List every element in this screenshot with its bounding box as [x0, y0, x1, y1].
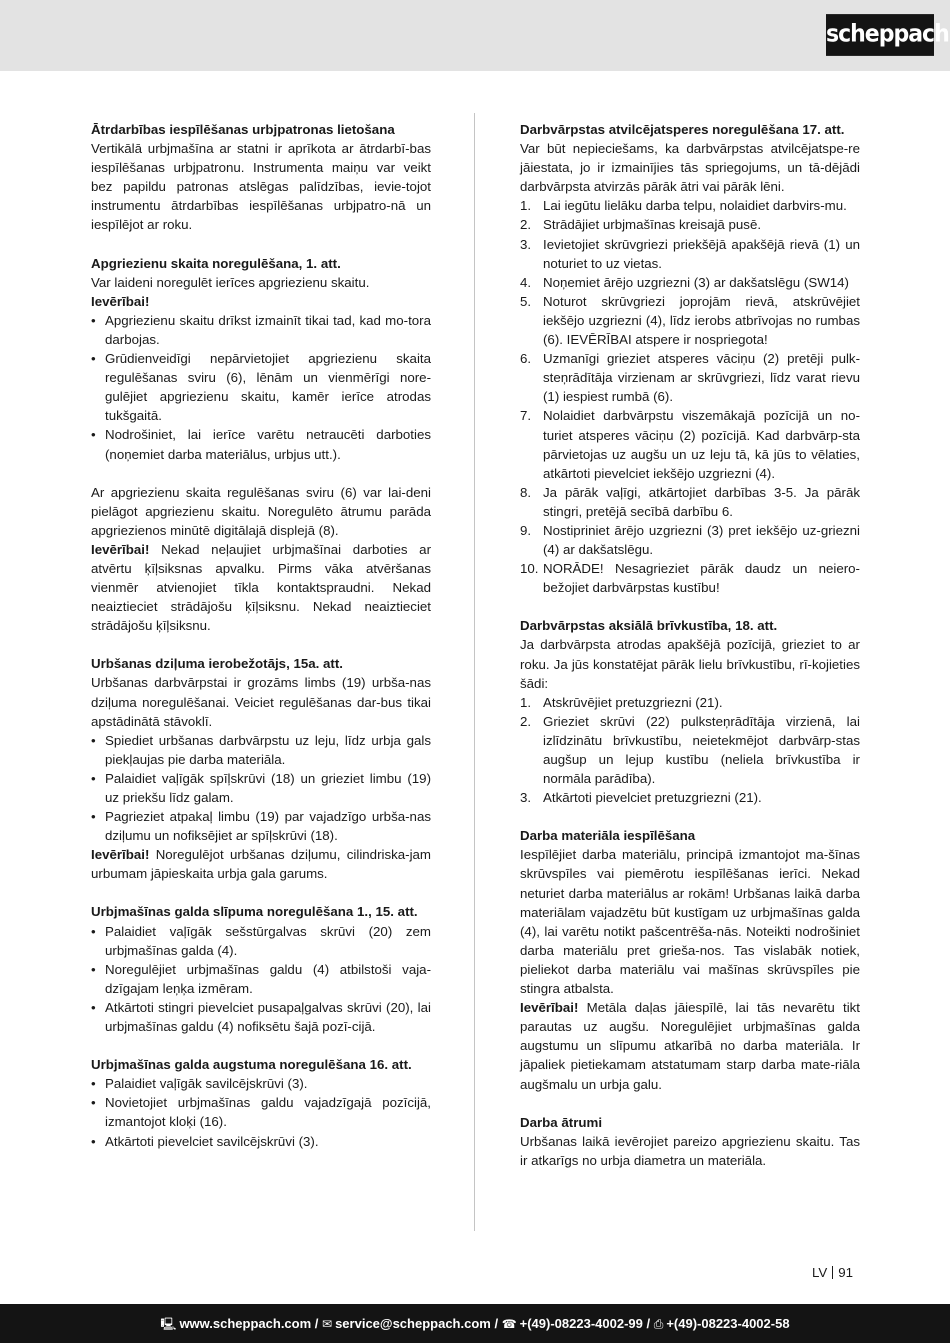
list-item — [91, 769, 431, 807]
list-item-text: Novietojiet urbjmašīnas galdu vajadzīgajā pozīcijā, izmantojot kloķi (16). — [105, 1095, 431, 1130]
bullet-list — [91, 731, 431, 846]
list-item — [91, 1132, 431, 1151]
list-item-text: Ievietojiet skrūvgriezi priekšējā apakšējā rievā (1) un noturiet to uz vietas. — [543, 236, 860, 271]
list-number: 3. — [520, 236, 532, 252]
list-item — [91, 807, 431, 845]
section-heading: Darba ātrumi — [520, 1114, 603, 1130]
list-number: 8. — [520, 484, 532, 500]
list-item — [91, 1093, 431, 1131]
paragraph — [91, 483, 431, 540]
numbered-list — [520, 693, 860, 808]
bullet-marker: • — [91, 961, 96, 977]
list-item — [520, 693, 860, 712]
paragraph — [520, 139, 860, 196]
bullet-marker: • — [91, 923, 96, 939]
right-column — [520, 120, 860, 1189]
list-item — [91, 349, 431, 425]
mail-icon: ✉ — [322, 1317, 333, 1331]
section — [91, 902, 431, 1036]
section — [520, 1113, 860, 1170]
bullet-marker: • — [91, 732, 96, 748]
list-item — [520, 483, 860, 521]
list-item — [520, 349, 860, 406]
emphasis-label: Ievērībai! — [91, 293, 150, 309]
footer-separator: / — [490, 1316, 502, 1331]
list-item-text: NORĀDE! Nesagrieziet pārāk daudz un neiero-bežojiet darbvārpstas kustību! — [543, 561, 860, 596]
list-item-text: Apgriezienu skaitu drīkst izmainīt tikai tad, kad mo-tora darbojas. — [105, 312, 431, 347]
list-item-text: Noregulējiet urbjmašīnas galdu (4) atbilstoši vaja-dzīgajam leņķa izmēram. — [105, 961, 431, 996]
section — [520, 120, 860, 597]
list-item — [520, 788, 860, 807]
phone-icon: ☎ — [501, 1317, 517, 1331]
bullet-list — [91, 311, 431, 464]
section-heading: Urbšanas dziļuma ierobežotājs, 15a. att. — [91, 656, 343, 672]
language-code: LV — [812, 1265, 828, 1280]
list-item — [520, 273, 860, 292]
section — [91, 254, 431, 464]
page-number-value: 91 — [838, 1265, 854, 1280]
paragraph — [520, 998, 860, 1093]
paragraph-text: Urbšanas laikā ievērojiet pareizo apgriezienu skaitu. Tas ir atkarīgs no urbja diametra un materiāla. — [520, 1133, 860, 1168]
numbered-list — [520, 196, 860, 597]
list-item-text: Pagrieziet atpakaļ limbu (19) par vajadzīgo urbša-nas dziļumu un nofiksējiet ar spīļskrūvi (18). — [105, 809, 431, 844]
page-number-separator — [832, 1266, 833, 1279]
list-number: 3. — [520, 790, 532, 806]
list-item — [520, 559, 860, 597]
list-item-text: Grieziet skrūvi (22) pulksteņrādītāja virzienā, lai izlīdzinātu brīvkustību, neietekmējot darbvārp-stas augšup un lejup kustību (neliela brīvkustība ir normāla parādība). — [543, 713, 860, 787]
list-number: 1. — [520, 198, 532, 214]
list-item — [520, 406, 860, 482]
list-number: 5. — [520, 293, 532, 309]
paragraph-text: Urbšanas darbvārpstai ir grozāms limbs (19) urbša-nas dziļuma noregulēšanai. Veiciet regulēšanas dar-bus tikai apstādinātā stāvoklī. — [91, 675, 431, 729]
paragraph — [91, 673, 431, 730]
paragraph-text: Noregulējot urbšanas dziļumu, cilindriska-jam urbumam jāpieskaita urbja gala garums. — [91, 847, 431, 882]
list-item-text: Strādājiet urbjmašīnas kreisajā pusē. — [543, 217, 762, 233]
footer-bar — [0, 1304, 950, 1343]
bullet-marker: • — [91, 770, 96, 786]
list-item — [91, 425, 431, 463]
section-heading: Ātrdarbības iespīlēšanas urbjpatronas lietošana — [91, 122, 395, 137]
paragraph — [91, 139, 431, 234]
footer-email[interactable]: service@scheppach.com — [335, 1316, 491, 1331]
bullet-marker: • — [91, 1076, 96, 1092]
emphasis-label: Ievērībai! — [91, 541, 150, 557]
list-number: 10. — [520, 561, 539, 577]
section-heading: Darba materiāla iespīlēšana — [520, 828, 696, 844]
paragraph-text: Metāla daļas jāiespīlē, lai tās nevarētu tikt parautas uz augšu. Noregulējiet urbjmašīnas galda augstumu un slīpumu atkarībā no darba materiāla. Ir jāpaliek pietiekamam atstatumam starp darba mate-riāla augšmalu un urbja galu. — [520, 1000, 861, 1092]
bullet-list — [91, 1074, 431, 1150]
list-item-text: Lai iegūtu lielāku darba telpu, nolaidiet darbvirs-mu. — [543, 198, 847, 214]
list-item-text: Uzmanīgi grieziet atsperes vāciņu (2) pretēji pulk-steņrādītāja virzienam ar skrūvgriezi, līdz varat rievu (1) iespiest rumbā (6). — [543, 351, 860, 405]
header-bar — [0, 0, 950, 71]
section — [520, 826, 860, 1093]
list-item-text: Palaidiet vaļīgāk savilcējskrūvi (3). — [105, 1076, 308, 1092]
bullet-list — [91, 922, 431, 1037]
section — [91, 483, 431, 636]
list-item-text: Noņemiet ārējo uzgriezni (3) ar dakšatslēgu (SW14) — [543, 274, 849, 290]
bullet-marker: • — [91, 427, 96, 443]
footer-separator: / — [642, 1316, 654, 1331]
page-number — [812, 1265, 853, 1280]
list-number: 7. — [520, 408, 532, 424]
section-heading: Darbvārpstas atvilcējatsperes noregulēšana 17. att. — [520, 122, 845, 137]
computer-icon: 🖳 — [160, 1317, 177, 1331]
list-item — [520, 292, 860, 349]
list-number: 1. — [520, 694, 532, 710]
section — [91, 1055, 431, 1150]
list-item-text: Nostipriniet ārējo uzgriezni (3) pret iekšējo uz-griezni (4) ar dakšatslēgu. — [543, 522, 860, 558]
bullet-marker: • — [91, 351, 96, 367]
section-heading: Darbvārpstas aksiālā brīvkustība, 18. att. — [520, 618, 778, 634]
emphasis-label: Ievērībai! — [91, 847, 150, 863]
bullet-marker: • — [91, 1095, 96, 1111]
paragraph — [520, 845, 860, 998]
list-item-text: Atkārtoti stingri pievelciet pusapaļgalvas skrūvi (20), lai urbjmašīnas galdu (4) nofiksētu šajā pozī-cijā. — [105, 999, 431, 1035]
section — [91, 654, 431, 883]
section-heading: Apgriezienu skaita noregulēšana, 1. att. — [91, 255, 341, 271]
paragraph — [520, 1132, 860, 1170]
list-number: 2. — [520, 713, 532, 729]
list-item-text: Grūdienveidīgi nepārvietojiet apgriezienu skaita regulēšanas sviru (6), lēnām un vienmērīgi nore-gulējiet apgriezienu skaitu, kamēr ierīce atrodas tukšgaitā. — [105, 351, 431, 424]
paragraph — [91, 845, 431, 883]
bullet-marker: • — [91, 999, 96, 1015]
column-divider — [474, 113, 475, 1231]
paragraph-text: Var laideni noregulēt ierīces apgriezienu skaitu. — [91, 274, 370, 290]
list-item-text: Atkārtoti pievelciet pretuzgriezni (21). — [543, 790, 762, 806]
scheppach-logo: scheppach — [826, 14, 934, 56]
footer-fax: +(49)-08223-4002-58 — [666, 1316, 790, 1331]
paragraph-text: Ja darbvārpsta atrodas apakšējā pozīcijā, grieziet to ar roku. Ja jūs konstatējat pārāk lielu brīvkustību, rī-kojieties šādi: — [520, 637, 860, 691]
paragraph-text: Nekad neļaujiet urbjmašīnai darboties ar atvērtu ķīļsiksnas apvalku. Pirms vāka atvēršanas vienmēr atvienojiet tīkla kontaktspraudni. Nekad neaiztieciet strādājošu ķīļsiksnu. Nekad neaiztieciet strādājošu ķīļsiksnu. — [91, 541, 431, 634]
paragraph — [91, 273, 431, 292]
paragraph — [520, 635, 860, 692]
list-item — [91, 922, 431, 960]
paragraph-text: Ar apgriezienu skaita regulēšanas sviru (6) var lai-deni pielāgot apgriezienu skaitu. Noregulēto ātrumu parāda apgriezienos minūtē digitālajā displejā (8). — [91, 484, 431, 538]
section — [520, 616, 860, 807]
footer-phone: +(49)-08223-4002-99 — [519, 1316, 643, 1331]
left-column — [91, 120, 431, 1170]
list-item — [520, 521, 860, 559]
emphasis-label: Ievērībai! — [520, 1000, 579, 1016]
list-item — [520, 196, 860, 215]
list-item-text: Palaidiet vaļīgāk sešstūrgalvas skrūvi (20) zem urbjmašīnas galda (4). — [105, 923, 431, 958]
footer-separator: / — [311, 1316, 323, 1331]
footer-website[interactable]: www.scheppach.com — [179, 1316, 312, 1331]
list-item-text: Atkārtoti pievelciet savilcējskrūvi (3). — [105, 1133, 319, 1149]
paragraph-text: Iespīlējiet darba materiālu, principā izmantojot ma-šīnas skrūvspīles vai piemērotu iespīlēšanas ierīci. Nekad neturiet darba materiālus ar rokām! Urbšanas laikā darba materiālam vajadzētu būt kustīgam uz urbjmašīnas galda (4), lai varētu notikt pašcentrēša-nās. Noteikti nodrošiniet darba materiālu pret grieša-nos. Tas vislabāk notiek, pieliekot darba materiālu vai mašīnas skrūvspīles pie stingra atbalsta. — [520, 847, 860, 997]
list-item-text: Nodrošiniet, lai ierīce varētu netraucēti darboties (noņemiet darba materiālus, urbjus utt.). — [105, 427, 431, 462]
list-item-text: Palaidiet vaļīgāk spīļskrūvi (18) un grieziet limbu (19) uz priekšu līdz galam. — [105, 770, 431, 805]
list-item-text: Ja pārāk vaļīgi, atkārtojiet darbības 3-5. Ja pārāk stingri, pretējā secībā darbību 6. — [543, 484, 860, 519]
list-item — [520, 215, 860, 234]
list-item-text: Atskrūvējiet pretuzgriezni (21). — [543, 694, 723, 710]
paragraph-text: Var būt nepieciešams, ka darbvārpstas atvilcējatspe-re jāiestata, jo ir izmainījies tās spriegojums, un tā-dējādi darbvārpsta atvirzās pārāk ātri vai pārāk lēni. — [520, 141, 860, 195]
list-item — [91, 998, 431, 1036]
list-number: 6. — [520, 351, 532, 367]
section-heading: Urbjmašīnas galda augstuma noregulēšana 16. att. — [91, 1057, 412, 1073]
list-item — [91, 1074, 431, 1093]
paragraph — [91, 292, 431, 311]
list-item-text: Nolaidiet darbvārpstu viszemākajā pozīcijā un no-turiet atsperes vāciņu (2) pozīcijā. Kad darbvārp-sta pārvietojas uz augšu un uz leju tā, kā jūs to vēlaties, atkārtoti pievelciet iekšējo uzgriezni (4). — [543, 408, 860, 481]
paragraph-text: Vertikālā urbjmašīna ar statni ir aprīkota ar ātrdarbī-bas iespīlēšanas urbjpatronu. Instrumenta maiņu var veikt bez papildu patronas atslēgas palīdzības, ievie-tojot instrumentu ātrdarbības iespīlēšanas urbjpatro-nā un iespīlējot ar roku. — [91, 141, 431, 233]
bullet-marker: • — [91, 1133, 96, 1149]
list-number: 2. — [520, 217, 532, 233]
fax-icon: ⎙ — [653, 1317, 664, 1331]
bullet-marker: • — [91, 312, 96, 328]
list-item — [91, 960, 431, 998]
list-item — [91, 731, 431, 769]
list-item — [520, 235, 860, 273]
section-heading: Urbjmašīnas galda slīpuma noregulēšana 1., 15. att. — [91, 904, 418, 920]
bullet-marker: • — [91, 809, 96, 825]
list-number: 9. — [520, 522, 532, 538]
section — [91, 120, 431, 235]
paragraph — [91, 540, 431, 635]
list-number: 4. — [520, 274, 532, 290]
list-item-text: Noturot skrūvgriezi joprojām rievā, atskrūvējiet iekšējo uzgriezni (4), līdz ierobs atbrīvojas no rumbas (6). IEVĒRĪBAI atspere ir nospriegota! — [543, 293, 860, 348]
list-item — [91, 311, 431, 349]
list-item — [520, 712, 860, 788]
list-item-text: Spiediet urbšanas darbvārpstu uz leju, līdz urbja gals piekļaujas pie darba materiāla. — [105, 732, 431, 767]
